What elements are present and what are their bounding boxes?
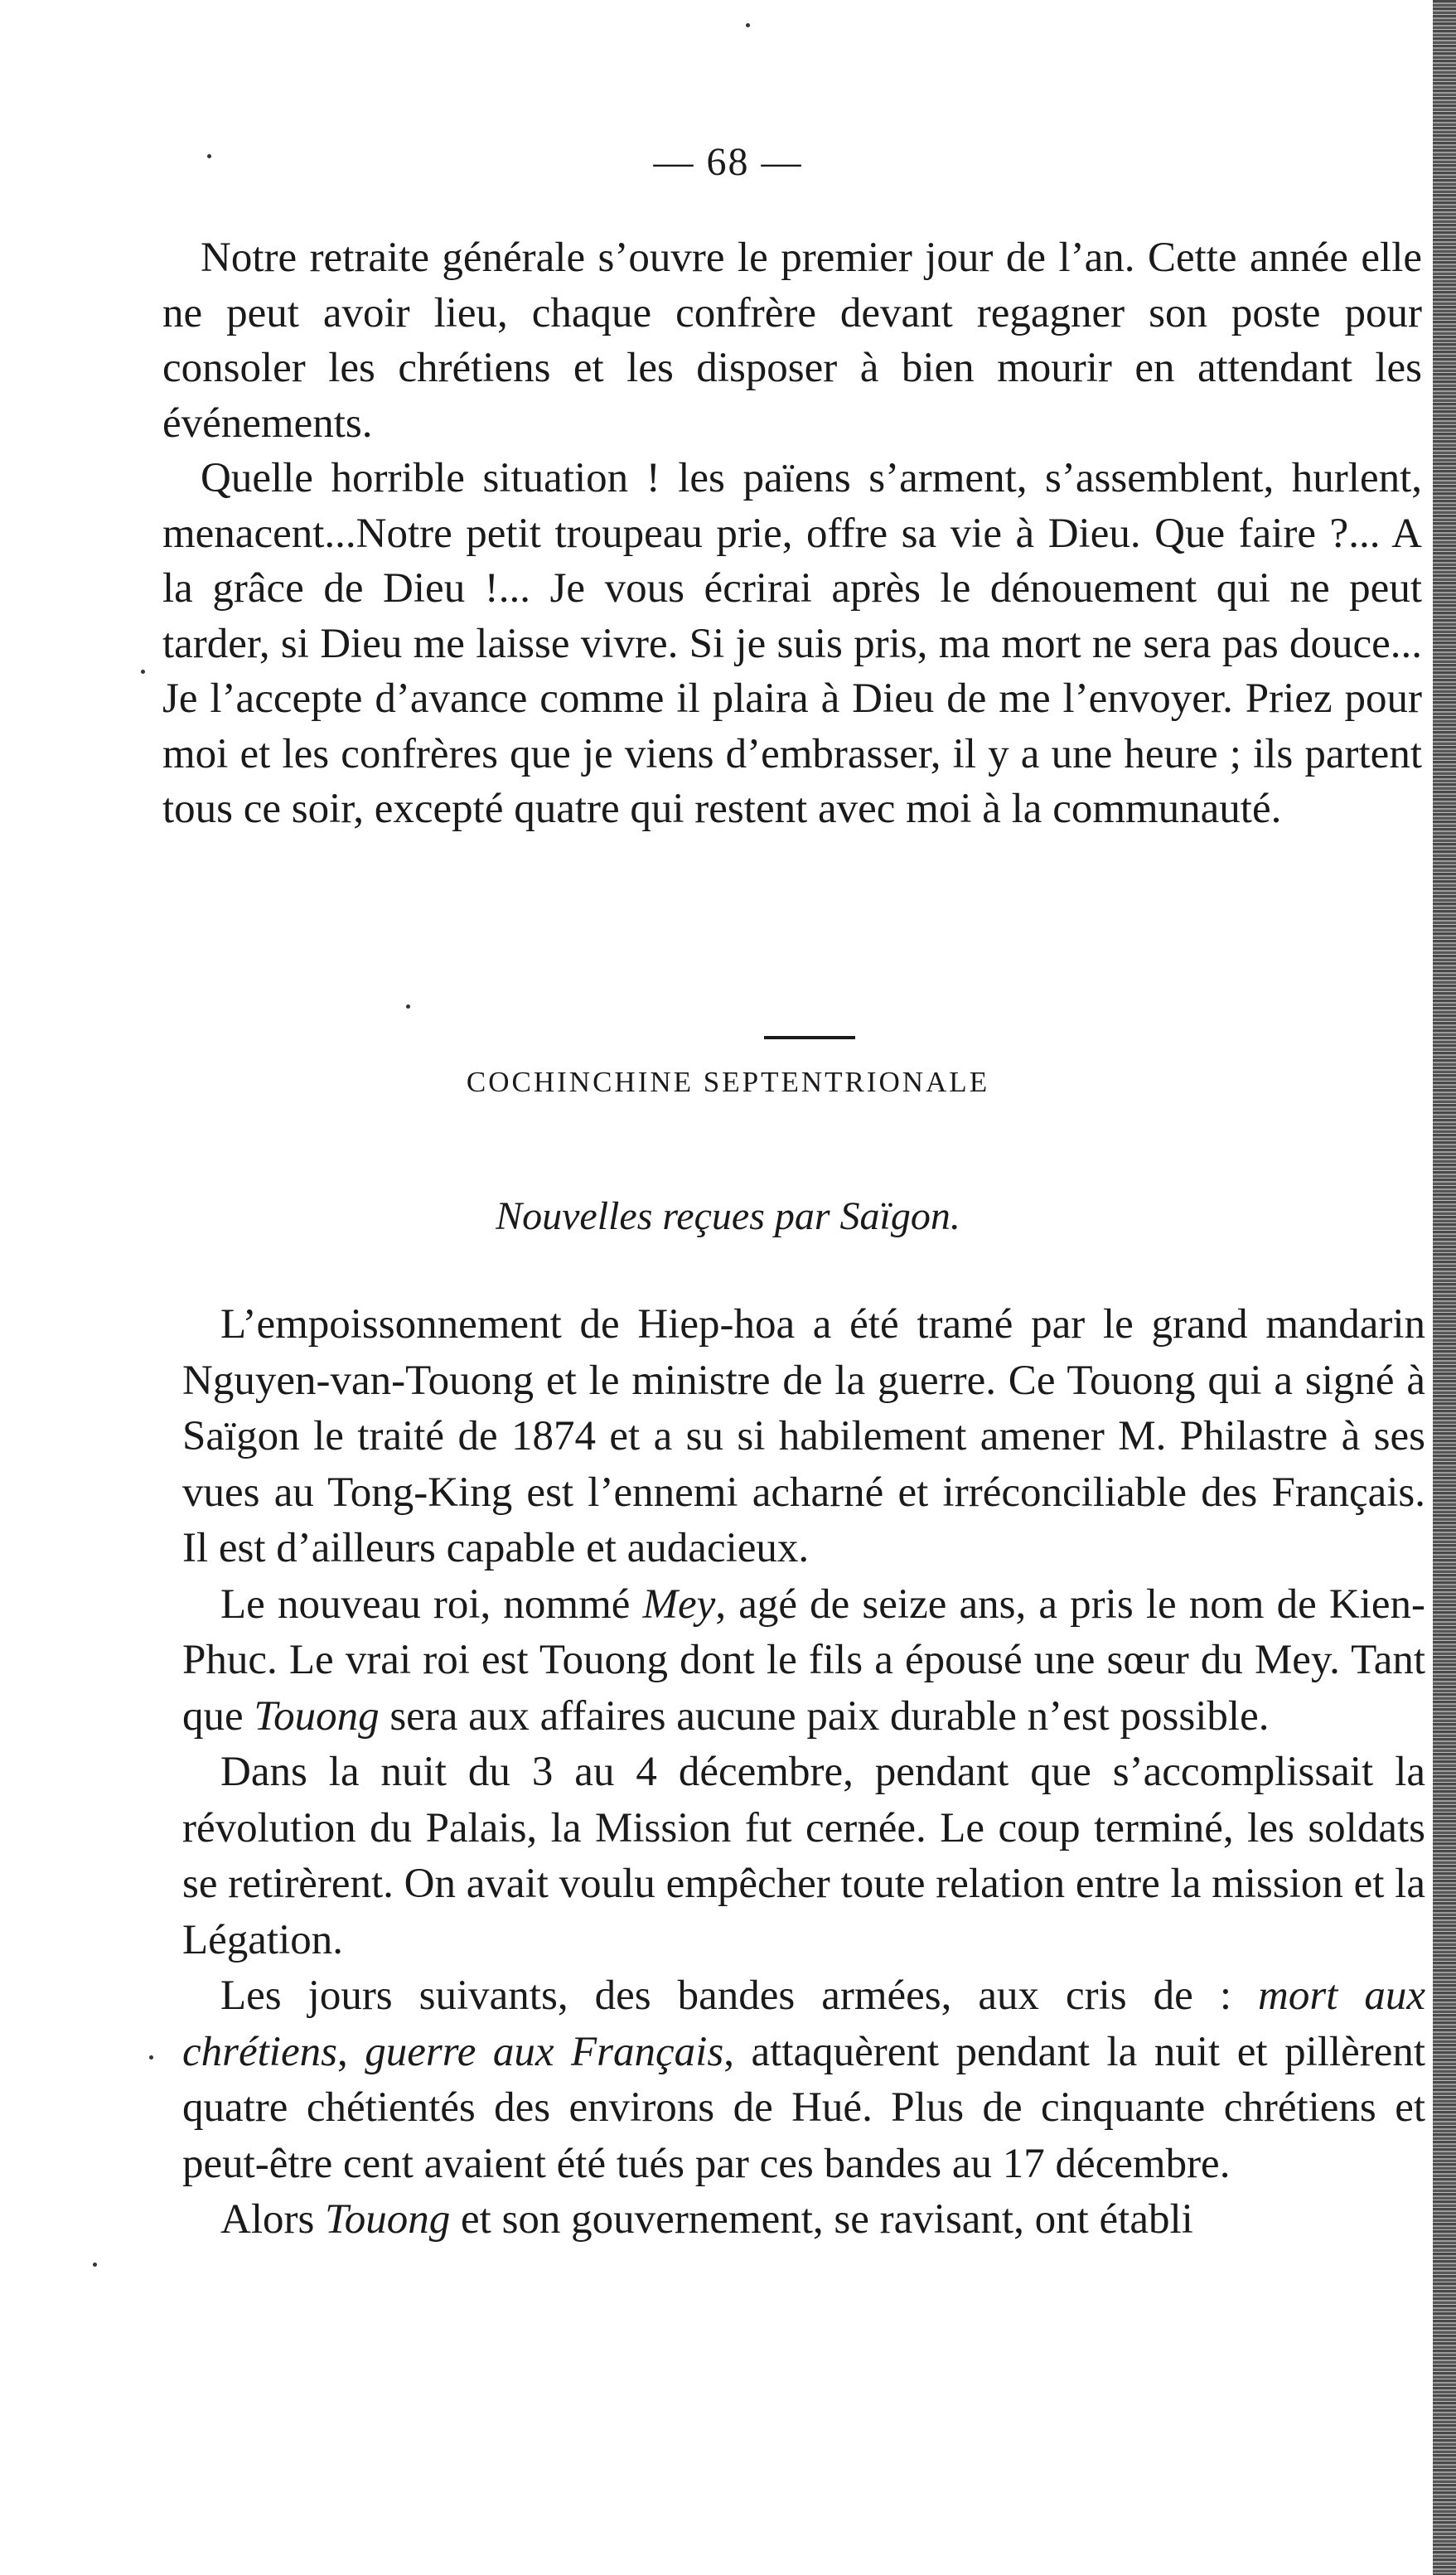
scan-speck bbox=[406, 1004, 410, 1009]
text-run: Alors bbox=[220, 2196, 326, 2243]
paragraph bbox=[182, 1968, 1425, 2192]
text-run: , attaquèrent pendant la nuit et pillèrent quatre chétientés des environs de Hué. Plus de cinquante chrétiens et peut-être cent avaient été tués par ces bandes au 17 décembre. bbox=[182, 2028, 1425, 2187]
section-divider bbox=[764, 1036, 855, 1039]
letter-text bbox=[162, 230, 1422, 837]
scan-speck bbox=[93, 2263, 97, 2267]
text-run: , bbox=[336, 2028, 365, 2075]
italic-quote: mort aux chrétiens bbox=[182, 1972, 1425, 2075]
scan-speck bbox=[746, 23, 750, 27]
scan-speck bbox=[149, 2055, 153, 2060]
section-heading: COCHINCHINE SEPTENTRIONALE bbox=[466, 1066, 990, 1098]
text-run: sera aux affaires aucune paix durable n’est possible. bbox=[379, 1692, 1270, 1740]
binding-edge bbox=[1433, 0, 1456, 2575]
paragraph bbox=[182, 1577, 1425, 1745]
italic-name: Touong bbox=[325, 2196, 451, 2243]
page-number: — 68 — bbox=[653, 140, 803, 184]
paragraph: Dans la nuit du 3 au 4 décembre, pendant que s’accomplissait la révolution du Palais, la Mission fut cernée. Le coup terminé, les soldats se retirèrent. On avait voulu empêcher toute relation entre la mission et la Légation. bbox=[182, 1749, 1425, 1963]
text-run: et son gouvernement, se ravisant, ont établi bbox=[450, 2196, 1193, 2243]
paragraph: Quelle horrible situation ! les païens s’arment, s’assemblent, hurlent, menacent...Notre petit troupeau prie, offre sa vie à Dieu. Que faire ?... A la grâce de Dieu !... Je vous écrirai après le dénouement qui ne peut tarder, si Dieu me laisse vivre. Si je suis pris, ma mort ne sera pas douce... Je l’accepte d’avance comme il plaira à Dieu de me l’envoyer. Priez pour moi et les confrères que je viens d’embrasser, il y a une heure ; ils partent tous ce soir, excepté quatre qui restent avec moi à la communauté. bbox=[162, 455, 1422, 832]
paragraph: L’empoissonnement de Hiep-hoa a été tramé par le grand mandarin Nguyen-van-Touong et le ministre de la guerre. Ce Touong qui a signé à Saïgon le traité de 1874 et a su si habilement amener M. Philastre à ses vues au Tong-King est l’ennemi acharné et irréconciliable des Français. Il est d’ailleurs capable et audacieux. bbox=[182, 1301, 1425, 1571]
section-subtitle: Nouvelles reçues par Saïgon. bbox=[496, 1194, 960, 1238]
text-run: , agé de seize ans, a pris le nom de Kien-Phuc. Le vrai roi est Touong dont le fils a épousé une sœur du Mey. Tant que bbox=[182, 1580, 1425, 1740]
italic-name: Touong bbox=[254, 1692, 380, 1740]
text-run: Les jours suivants, des bandes armées, aux cris de : bbox=[220, 1972, 1258, 2019]
italic-quote: guerre aux Français bbox=[365, 2028, 724, 2075]
italic-name: Mey bbox=[642, 1580, 716, 1628]
text-run: Le nouveau roi, nommé bbox=[220, 1580, 643, 1628]
paragraph bbox=[182, 2192, 1425, 2248]
scan-speck bbox=[141, 670, 145, 674]
paragraph: Notre retraite générale s’ouvre le premier jour de l’an. Cette année elle ne peut avoir lieu, chaque confrère devant regagner son poste pour consoler les chrétiens et les disposer à bien mourir en attendant les événements. bbox=[162, 235, 1422, 447]
news-text bbox=[182, 1297, 1425, 2248]
